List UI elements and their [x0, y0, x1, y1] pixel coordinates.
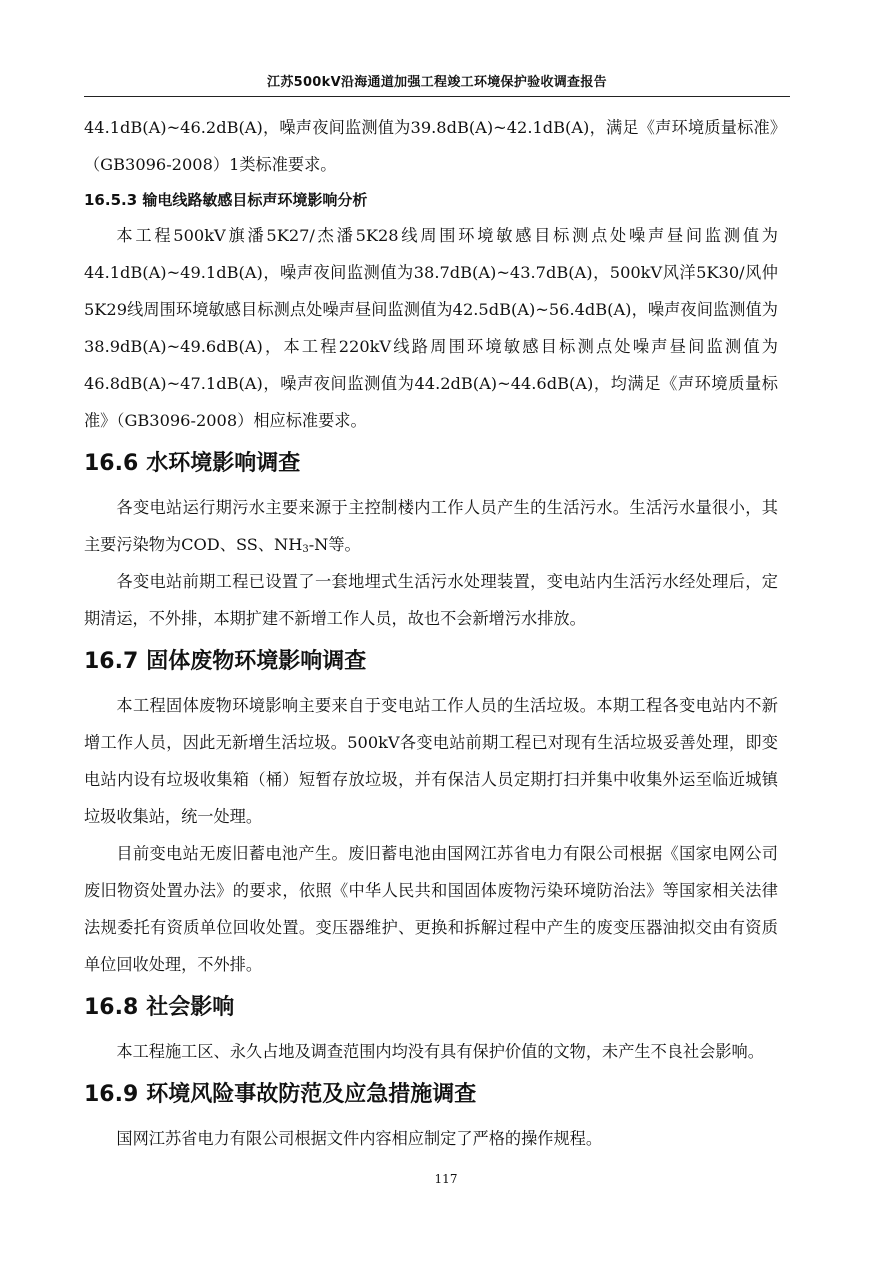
section-heading-16-9 — [84, 1070, 778, 1120]
section-heading-16-8 — [84, 983, 778, 1033]
section-number: 16.7 — [84, 649, 139, 674]
page-number: 117 — [434, 1172, 458, 1186]
subscript: 3 — [302, 544, 309, 555]
subsection-number: 16.5.3 — [84, 191, 138, 209]
section-number: 16.9 — [84, 1082, 139, 1107]
section-heading-16-7 — [84, 637, 778, 687]
paragraph: 本工程固体废物环境影响主要来自于变电站工作人员的生活垃圾。本期工程各变电站内不新增工作人员，因此无新增生活垃圾。500kV各变电站前期工程已对现有生活垃圾妥善处理，即变电站内设有垃圾收集箱（桶）短暂存放垃圾，并有保洁人员定期打扫并集中收集外运至临近城镇垃圾收集站，统一处理。 — [84, 696, 778, 826]
page-body — [84, 109, 778, 1157]
header-rule — [84, 96, 790, 97]
paragraph: 本工程施工区、永久占地及调查范围内均没有具有保护价值的文物，未产生不良社会影响。 — [116, 1042, 764, 1061]
section-title: 社会影响 — [146, 995, 235, 1020]
paragraph-text: -N等。 — [308, 535, 361, 554]
section-title: 环境风险事故防范及应急措施调查 — [146, 1082, 477, 1107]
paragraph: 本工程500kV旗潘5K27/杰潘5K28线周围环境敏感目标测点处噪声昼间监测值为44.1dB(A)~49.1dB(A)，噪声夜间监测值为38.7dB(A)~43.7dB(A)，500kV风洋5K30/风仲5K29线周围环境敏感目标测点处噪声昼间监测值为42.5dB(A)~56.4dB(A)，噪声夜间监测值为38.9dB(A)~49.6dB(A)，本工程220kV线路周围环境敏感目标测点处噪声昼间监测值为46.8dB(A)~47.1dB(A)，噪声夜间监测值为44.2dB(A)~44.6dB(A)，均满足《声环境质量标准》（GB3096-2008）相应标准要求。 — [84, 226, 778, 430]
paragraph: 目前变电站无废旧蓄电池产生。废旧蓄电池由国网江苏省电力有限公司根据《国家电网公司废旧物资处置办法》的要求，依照《中华人民共和国固体废物污染环境防治法》等国家相关法律法规委托有资质单位回收处置。变压器维护、更换和拆解过程中产生的废变压器油拟交由有资质单位回收处理，不外排。 — [84, 844, 778, 974]
paragraph: 国网江苏省电力有限公司根据文件内容相应制定了严格的操作规程。 — [116, 1129, 603, 1148]
subsection-heading-16-5-3 — [84, 183, 778, 217]
running-header: 江苏500kV沿海通道加强工程竣工环境保护验收调查报告 — [267, 75, 607, 90]
subsection-title: 输电线路敏感目标声环境影响分析 — [142, 191, 368, 209]
section-heading-16-6 — [84, 439, 778, 489]
section-title: 固体废物环境影响调查 — [146, 649, 367, 674]
paragraph-text: 各变电站运行期污水主要来源于主控制楼内工作人员产生的生活污水。生活污水量很小，其主要污染物为COD、SS、NH — [84, 498, 778, 554]
section-title: 水环境影响调查 — [146, 451, 301, 476]
section-number: 16.8 — [84, 995, 139, 1020]
paragraph: 各变电站前期工程已设置了一套地埋式生活污水处理装置，变电站内生活污水经处理后，定期清运，不外排，本期扩建不新增工作人员，故也不会新增污水排放。 — [84, 572, 778, 628]
paragraph: 44.1dB(A)~46.2dB(A)，噪声夜间监测值为39.8dB(A)~42.1dB(A)，满足《声环境质量标准》（GB3096-2008）1类标准要求。 — [84, 118, 778, 174]
paragraph — [84, 489, 778, 563]
section-number: 16.6 — [84, 451, 139, 476]
